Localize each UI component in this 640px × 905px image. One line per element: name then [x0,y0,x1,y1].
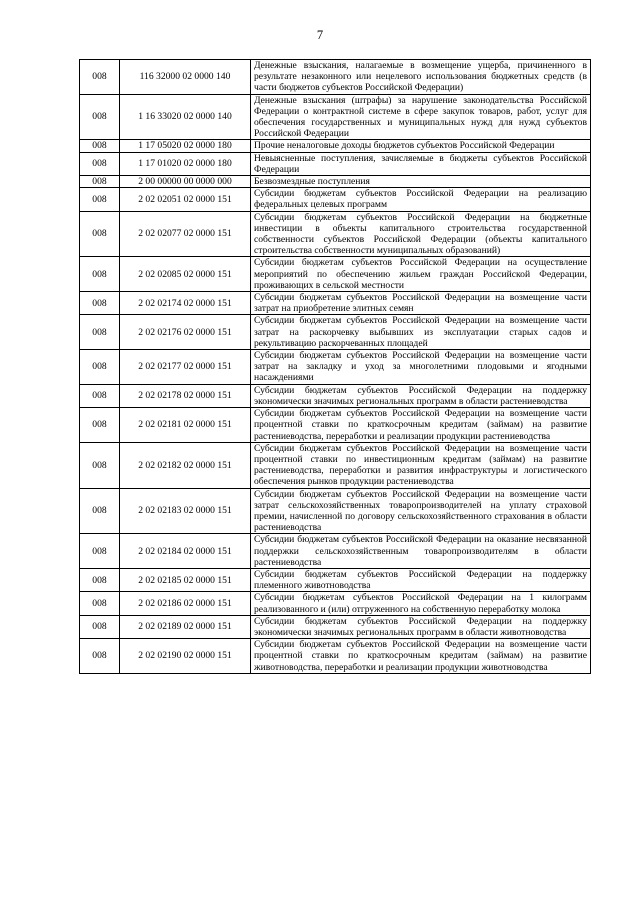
revenue-code-cell: 2 02 02184 02 0000 151 [120,534,251,569]
revenue-code-cell: 1 17 05020 02 0000 180 [120,140,251,152]
description-cell: Субсидии бюджетам субъектов Российской Федерации на реализацию федеральных целевых программ [251,188,591,211]
admin-code-cell: 008 [80,292,120,315]
revenue-code-cell: 2 02 02176 02 0000 151 [120,315,251,350]
description-cell: Субсидии бюджетам субъектов Российской Федерации на 1 килограмм реализованного и (или) отгруженного на собственную переработку молока [251,592,591,615]
table-row [80,315,591,350]
table-row [80,176,591,188]
admin-code-cell: 008 [80,176,120,188]
table-row [80,188,591,211]
table-row [80,140,591,152]
description-cell: Субсидии бюджетам субъектов Российской Федерации на осуществление мероприятий по обеспечению жильем граждан Российской Федерации, проживающих в сельской местности [251,257,591,292]
table-row [80,60,591,95]
revenue-code-cell: 2 02 02185 02 0000 151 [120,568,251,591]
description-cell: Субсидии бюджетам субъектов Российской Федерации на поддержку экономически значимых региональных программ в области животноводства [251,615,591,638]
table-row [80,408,591,443]
description-cell: Субсидии бюджетам субъектов Российской Федерации на возмещение части затрат на закладку и уход за многолетними плодовыми и ягодными насаждениями [251,350,591,385]
admin-code-cell: 008 [80,60,120,95]
table-row [80,488,591,534]
description-cell: Субсидии бюджетам субъектов Российской Федерации на возмещение части затрат на приобретение элитных семян [251,292,591,315]
table-row [80,94,591,140]
revenue-code-cell: 1 16 33020 02 0000 140 [120,94,251,140]
admin-code-cell: 008 [80,211,120,257]
admin-code-cell: 008 [80,639,120,674]
revenue-code-cell: 2 02 02190 02 0000 151 [120,639,251,674]
revenue-code-cell: 2 00 00000 00 0000 000 [120,176,251,188]
table-row [80,350,591,385]
table-row [80,292,591,315]
revenue-code-cell: 2 02 02051 02 0000 151 [120,188,251,211]
description-cell: Субсидии бюджетам субъектов Российской Федерации на возмещение части процентной ставки по инвестиционным кредитам (займам) на развитие растениеводства, переработки и развития инфраструктуры и логистического обеспечения рынков продукции растениеводства [251,442,591,488]
admin-code-cell: 008 [80,568,120,591]
table-row [80,442,591,488]
admin-code-cell: 008 [80,488,120,534]
revenue-code-cell: 1 17 01020 02 0000 180 [120,152,251,175]
table-row [80,592,591,615]
table-row [80,534,591,569]
admin-code-cell: 008 [80,315,120,350]
table-row [80,152,591,175]
table-row [80,211,591,257]
admin-code-cell: 008 [80,592,120,615]
revenue-code-cell: 2 02 02174 02 0000 151 [120,292,251,315]
revenue-code-cell: 2 02 02177 02 0000 151 [120,350,251,385]
description-cell: Прочие неналоговые доходы бюджетов субъектов Российской Федерации [251,140,591,152]
description-cell: Субсидии бюджетам субъектов Российской Федерации на возмещение части затрат сельскохозяйственных товаропроизводителей на уплату страховой премии, начисленной по договору сельскохозяйственного страхования в области растениеводства [251,488,591,534]
description-cell: Субсидии бюджетам субъектов Российской Федерации на возмещение части затрат на раскорчевку выбывших из эксплуатации старых садов и рекультивацию раскорчеванных площадей [251,315,591,350]
admin-code-cell: 008 [80,442,120,488]
admin-code-cell: 008 [80,384,120,407]
table-body [80,60,591,674]
revenue-code-cell: 2 02 02182 02 0000 151 [120,442,251,488]
revenue-code-cell: 2 02 02183 02 0000 151 [120,488,251,534]
table-row [80,257,591,292]
admin-code-cell: 008 [80,615,120,638]
page-number: 7 [316,28,324,42]
table-row [80,384,591,407]
description-cell: Субсидии бюджетам субъектов Российской Федерации на поддержку экономически значимых региональных программ в области растениеводства [251,384,591,407]
admin-code-cell: 008 [80,140,120,152]
revenue-code-cell: 2 02 02077 02 0000 151 [120,211,251,257]
admin-code-cell: 008 [80,350,120,385]
revenue-code-cell: 116 32000 02 0000 140 [120,60,251,95]
admin-code-cell: 008 [80,257,120,292]
budget-revenue-table [79,59,591,674]
description-cell: Денежные взыскания (штрафы) за нарушение законодательства Российской Федерации о контрактной системе в сфере закупок товаров, работ, услуг для обеспечения государственных и муниципальных нужд для нужд субъектов Российской Федерации [251,94,591,140]
admin-code-cell: 008 [80,188,120,211]
description-cell: Субсидии бюджетам субъектов Российской Федерации на поддержку племенного животноводства [251,568,591,591]
table-row [80,615,591,638]
description-cell: Денежные взыскания, налагаемые в возмещение ущерба, причиненного в результате незаконного или нецелевого использования бюджетных средств (в части бюджетов субъектов Российской Федерации) [251,60,591,95]
admin-code-cell: 008 [80,94,120,140]
description-cell: Субсидии бюджетам субъектов Российской Федерации на оказание несвязанной поддержки сельскохозяйственным товаропроизводителям в области растениеводства [251,534,591,569]
revenue-code-cell: 2 02 02189 02 0000 151 [120,615,251,638]
revenue-code-cell: 2 02 02178 02 0000 151 [120,384,251,407]
revenue-code-cell: 2 02 02186 02 0000 151 [120,592,251,615]
admin-code-cell: 008 [80,534,120,569]
table-row [80,568,591,591]
revenue-code-cell: 2 02 02085 02 0000 151 [120,257,251,292]
description-cell: Невыясненные поступления, зачисляемые в бюджеты субъектов Российской Федерации [251,152,591,175]
revenue-code-cell: 2 02 02181 02 0000 151 [120,408,251,443]
admin-code-cell: 008 [80,152,120,175]
admin-code-cell: 008 [80,408,120,443]
description-cell: Безвозмездные поступления [251,176,591,188]
table-row [80,639,591,674]
description-cell: Субсидии бюджетам субъектов Российской Федерации на бюджетные инвестиции в объекты капитального строительства государственной собственности субъектов Российской Федерации (объекты капитального строительства собственности муниципальных образований) [251,211,591,257]
description-cell: Субсидии бюджетам субъектов Российской Федерации на возмещение части процентной ставки по краткосрочным кредитам (займам) на развитие животноводства, переработки и реализации продукции животноводства [251,639,591,674]
description-cell: Субсидии бюджетам субъектов Российской Федерации на возмещение части процентной ставки по краткосрочным кредитам (займам) на развитие растениеводства, переработки и реализации продукции растениеводства [251,408,591,443]
